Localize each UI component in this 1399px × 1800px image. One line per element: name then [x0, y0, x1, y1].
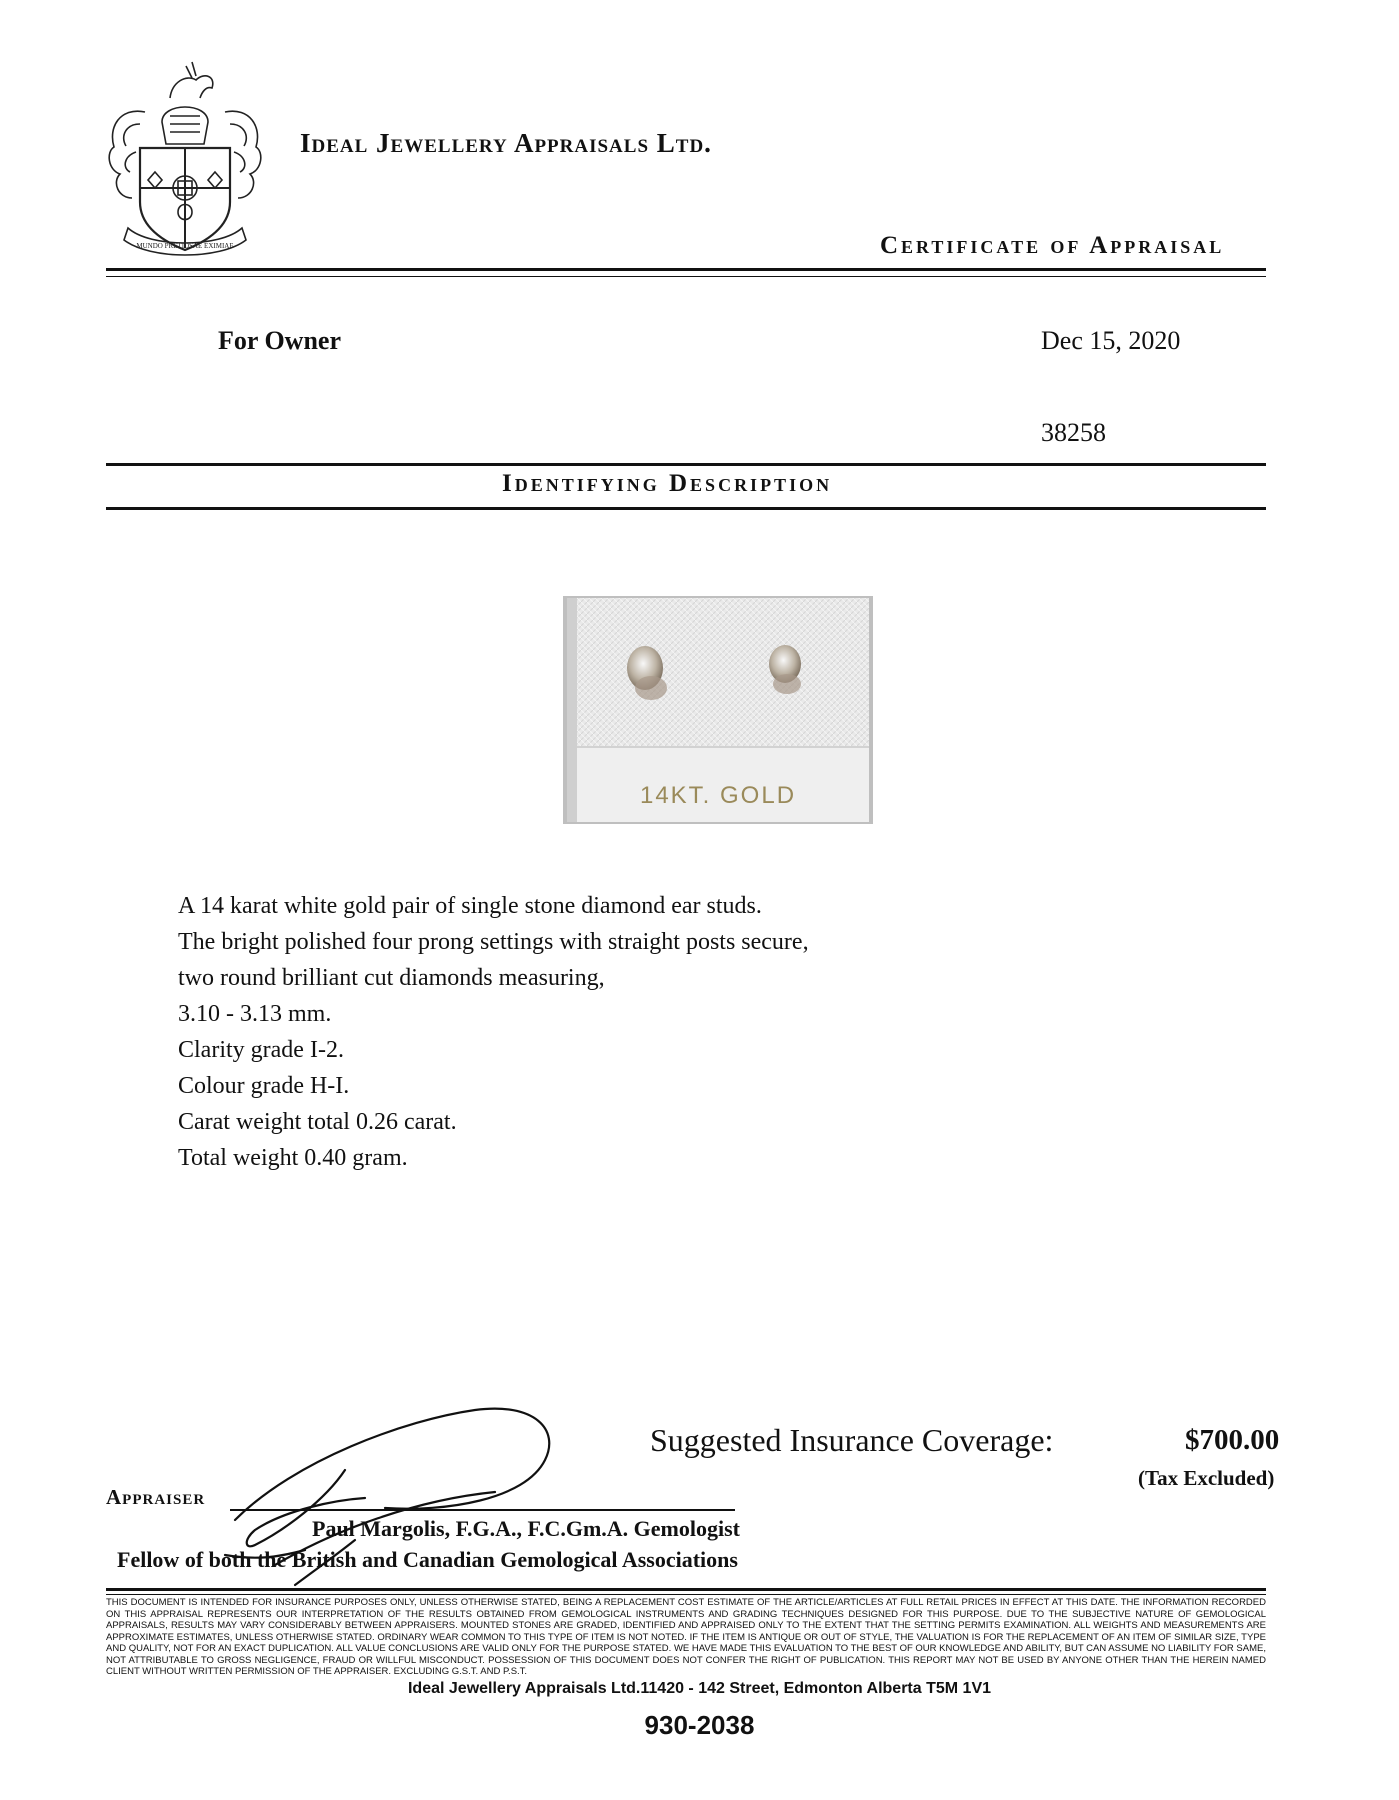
footer-phone: 930-2038	[644, 1710, 755, 1740]
company-name: Ideal Jewellery Appraisals Ltd.	[300, 128, 712, 158]
footer-address: Ideal Jewellery Appraisals Ltd.11420 - 142 Street, Edmonton Alberta T5M 1V1	[407, 1680, 992, 1697]
disclaimer-text: THIS DOCUMENT IS INTENDED FOR INSURANCE PURPOSES ONLY, UNLESS OTHERWISE STATED, BEING A REPLACEMENT COST ESTIMATE OF THE ARTICLE/ARTICLES AT FULL RETAIL PRICES IN EFFECT AT THIS DATE. THE INFORMATION RECORDED ON THIS APPRAISAL REPRESENTS OUR INTERPRETATION OF THE RESULTS OBTAINED FROM GEMOLOGICAL INSTRUMENTS AND GRADING TECHNIQUES DESIGNED FOR THIS PURPOSE. DUE TO THE SUBJECTIVE NATURE OF GEMOLOGICAL APPRAISALS, RESULTS MAY VARY CONSIDERABLY BETWEEN APPRAISERS. MOUNTED STONES ARE GRADED, IDENTIFIED AND APPRAISED ONLY TO THE EXTENT THAT THE SETTING PERMITS EXAMINATION. ALL WEIGHTS AND MEASUREMENTS ARE APPROXIMATE ESTIMATES, UNLESS OTHERWISE STATED. ORDINARY WEAR COMMON TO THIS TYPE OF ITEM IS NOT NOTED. IF THE ITEM IS ANTIQUE OR OUT OF STYLE, THE VALUATION IS FOR THE REPLACEMENT OF AN ITEM OF SIMILAR SIZE, TYPE AND QUALITY, NOT FOR AN EXACT DUPLICATION. ALL VALUE CONCLUSIONS ARE VALID ONLY FOR THE PURPOSE STATED. WE HAVE MADE THIS EVALUATION TO THE BEST OF OUR KNOWLEDGE AND ABILITY, BUT CAN ASSUME NO LIABILITY FOR SAME, NOT ATTRIBUTABLE TO GROSS NEGLIGENCE, FRAUD OR WILLFUL MISCONDUCT. POSSESSION OF THIS DOCUMENT DOES NOT CONFER THE RIGHT OF PUBLICATION. THIS REPORT MAY NOT BE USED BY ANYONE OTHER THAN THE HEREIN NAMED CLIENT WITHOUT WRITTEN PERMISSION OF THE APPRAISER. EXCLUDING G.S.T. AND P.S.T.	[106, 1597, 1266, 1677]
item-description	[178, 888, 809, 1176]
certificate-date: Dec 15, 2020	[1041, 326, 1181, 355]
section-title: Identifying Description	[502, 470, 833, 497]
header-divider-thin	[106, 276, 1266, 277]
insurance-label: Suggested Insurance Coverage:	[650, 1422, 1054, 1458]
disclaimer-divider-thick	[106, 1588, 1266, 1591]
description-line: 3.10 - 3.13 mm.	[178, 1001, 332, 1027]
appraiser-fellowship: Fellow of both the British and Canadian Gemological Associations	[117, 1547, 738, 1572]
header-divider-thick	[106, 268, 1266, 271]
description-line: Carat weight total 0.26 carat.	[178, 1109, 457, 1135]
description-line: A 14 karat white gold pair of single stone diamond ear studs.	[178, 893, 762, 919]
section-divider-bottom	[106, 507, 1266, 510]
section-divider-top	[106, 463, 1266, 466]
certificate-number: 38258	[1041, 418, 1106, 447]
description-line: Clarity grade I-2.	[178, 1037, 344, 1063]
appraiser-signature	[215, 1380, 595, 1590]
description-line: two round brilliant cut diamonds measuring,	[178, 965, 605, 991]
earrings-photo	[563, 596, 873, 824]
description-line: Colour grade H-I.	[178, 1073, 350, 1099]
appraiser-name: Paul Margolis, F.G.A., F.C.Gm.A. Gemologist	[312, 1516, 740, 1541]
owner-label: For Owner	[218, 326, 341, 355]
appraiser-label: Appraiser	[106, 1485, 206, 1509]
photo-stamp-text: 14KT. GOLD	[639, 782, 797, 809]
company-crest-logo	[100, 52, 270, 262]
insurance-value: $700.00	[1185, 1424, 1280, 1456]
certificate-title: Certificate of Appraisal	[880, 232, 1225, 259]
description-line: The bright polished four prong settings with straight posts secure,	[178, 929, 809, 955]
description-line: Total weight 0.40 gram.	[178, 1145, 408, 1171]
tax-note: (Tax Excluded)	[1138, 1466, 1275, 1490]
crest-motto: MUNDO PRETIOSAE EXIMIAE	[136, 242, 234, 250]
disclaimer-divider-thin	[106, 1594, 1266, 1595]
